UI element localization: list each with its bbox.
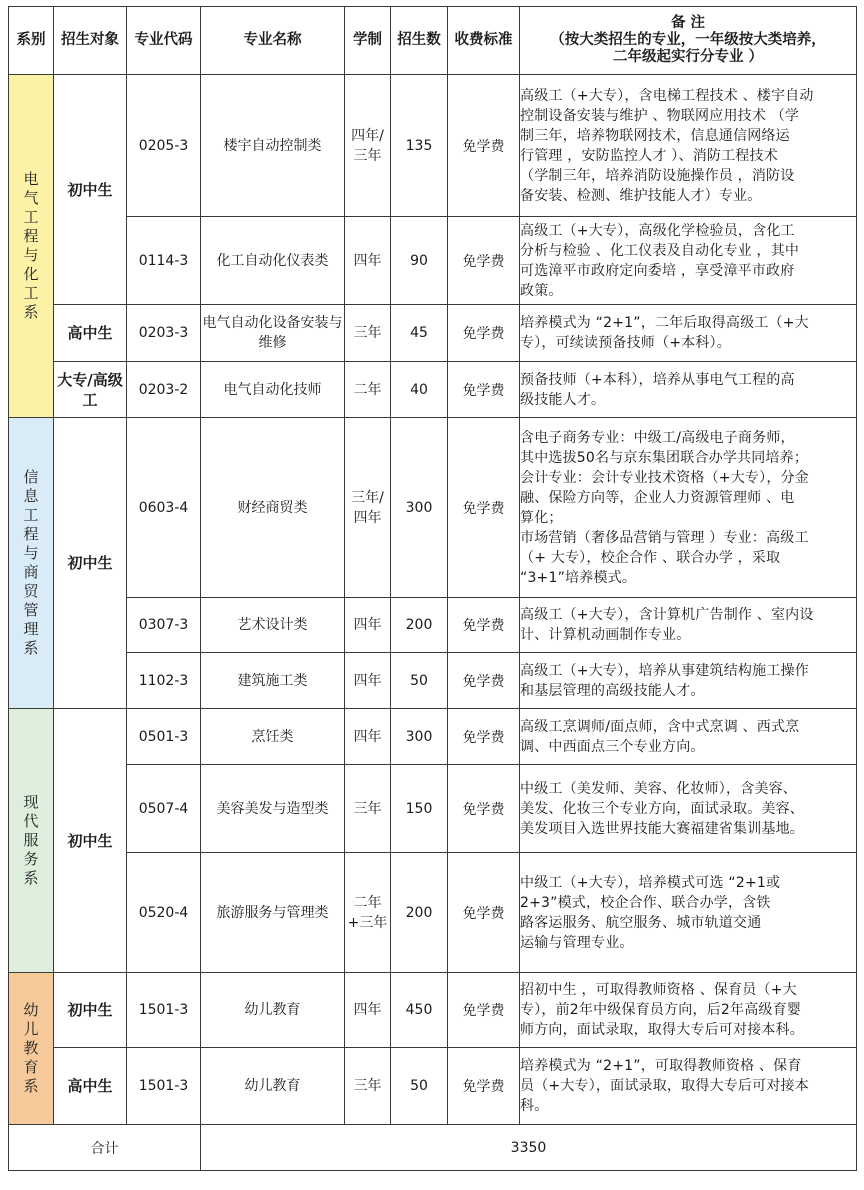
table-row [9,598,857,653]
code-cell: 0307-3 [127,598,201,653]
header-fee: 收费标准 [448,7,520,75]
note-line: 员（+大专），面试录取，取得大专后可对接本 [520,1078,809,1094]
note-line: 政策。 [520,282,563,299]
target-cell: 大专/高级工 [54,362,127,418]
note-line: 招初中生 ，可取得教师资格 、保育员（+大 [520,982,797,998]
code-cell: 0114-3 [127,217,201,305]
note-line: 调、中西面点三个专业方向。 [520,738,705,755]
name-cell: 化工自动化仪表类 [201,217,345,305]
fee-cell: 免学费 [448,853,520,973]
header-count: 招生数 [391,7,448,75]
note-line: 培养模式为 “2+1”，可取得教师资格 、保育 [520,1058,802,1074]
dept-early-education: 幼儿教育系 [9,973,54,1125]
note-line: 控制设备安装与维护 、物联网应用技术 （学 [520,107,800,124]
fee-cell: 免学费 [448,765,520,853]
table-row [9,973,857,1048]
count-cell: 40 [391,362,448,418]
duration-cell: 四年 [345,653,391,709]
count-cell: 135 [391,75,448,217]
dept-info-commerce: 信息工程与商贸管理系 [9,418,54,709]
note-line: 高级工（+大专），高级化学检验员，含化工 [520,222,795,239]
header-note [520,7,857,75]
note-line: （+ 大专），校企合作 、联合办学 ，采取 [520,549,781,566]
count-cell: 300 [391,709,448,765]
header-target: 招生对象 [54,7,127,75]
note-cell [520,973,857,1048]
duration-cell: 四年 [345,217,391,305]
note-line: 中级工（+大专），培养模式可选 “2+1或 [520,874,781,891]
name-cell: 旅游服务与管理类 [201,853,345,973]
note-line: 专），可续读预备技师（+本科）。 [520,335,731,351]
duration-cell: 三年 [345,765,391,853]
duration-cell: 三年 [345,305,391,362]
table-row [9,853,857,973]
note-cell [520,653,857,709]
table-row [9,709,857,765]
name-cell: 美容美发与造型类 [201,765,345,853]
header-duration: 学制 [345,7,391,75]
note-cell [520,765,857,853]
note-line: 高级工（+大专），培养从事建筑结构施工操作 [520,662,809,679]
target-cell: 高中生 [54,1048,127,1125]
note-cell [520,853,857,973]
note-line: 中级工（美发师、美容、化妆师），含美容、 [520,780,797,797]
count-cell: 45 [391,305,448,362]
fee-cell: 免学费 [448,75,520,217]
note-line: 路客运服务、航空服务、城市轨道交通 [520,914,762,931]
name-cell: 幼儿教育 [201,1048,345,1125]
table-row [9,418,857,598]
note-line: 科。 [520,1098,549,1114]
header-note-sub1: （按大类招生的专业，一年级按大类培养， [550,32,826,48]
fee-cell: 免学费 [448,418,520,598]
name-cell: 幼儿教育 [201,973,345,1048]
duration-cell: 四年 [345,598,391,653]
count-cell: 50 [391,1048,448,1125]
count-cell: 150 [391,765,448,853]
code-cell: 0507-4 [127,765,201,853]
note-line: 行管理 ，安防监控人才 ）、消防工程技术 [520,147,778,164]
header-note-sub2: 二年级起实行分专业 ） [612,49,764,65]
fee-cell: 免学费 [448,217,520,305]
name-cell: 楼宇自动控制类 [201,75,345,217]
total-row [9,1125,857,1171]
fee-cell: 免学费 [448,1048,520,1125]
duration-cell: 四年 [345,709,391,765]
note-line: 师方向，面试录取，取得大专后可对接本科。 [520,1022,804,1038]
header-name: 专业名称 [201,7,345,75]
table-row [9,75,857,217]
name-cell: 电气自动化设备安装与维修 [201,305,345,362]
count-cell: 90 [391,217,448,305]
note-line: 高级工烹调师/面点师，含中式烹调 、西式烹 [520,718,800,735]
note-cell [520,362,857,418]
note-line: 运输与管理专业。 [520,934,634,951]
total-label: 合计 [9,1125,201,1171]
code-cell: 0603-4 [127,418,201,598]
duration-cell: 二年+三年 [345,853,391,973]
note-line: 会计专业：会计专业技术资格（+大专），分金 [520,469,809,486]
enrollment-table [8,6,857,1171]
code-cell: 0205-3 [127,75,201,217]
target-cell: 初中生 [54,418,127,709]
fee-cell: 免学费 [448,973,520,1048]
count-cell: 50 [391,653,448,709]
note-line: 分析与检验 、化工仪表及自动化专业 ，其中 [520,242,800,259]
count-cell: 200 [391,853,448,973]
fee-cell: 免学费 [448,362,520,418]
duration-cell: 四年/三年 [345,75,391,217]
name-cell: 财经商贸类 [201,418,345,598]
code-cell: 0203-2 [127,362,201,418]
count-cell: 200 [391,598,448,653]
duration-cell: 四年 [345,973,391,1048]
header-code: 专业代码 [127,7,201,75]
name-cell: 艺术设计类 [201,598,345,653]
header-row [9,7,857,75]
table-row [9,362,857,418]
target-cell: 初中生 [54,75,127,305]
code-cell: 0501-3 [127,709,201,765]
code-cell: 0520-4 [127,853,201,973]
note-line: 美发、化妆三个专业方向，面试录取。美容、 [520,800,804,817]
code-cell: 1501-3 [127,973,201,1048]
note-line: 其中选拔50名与京东集团联合办学共同培养； [520,449,809,466]
note-line: 和基层管理的高级技能人才。 [520,682,705,699]
note-line: 高级工（+大专），含计算机广告制作 、室内设 [520,607,814,623]
note-line: 含电子商务专业：中级工/高级电子商务师， [520,429,795,446]
note-line: 高级工（+大专），含电梯工程技术 、楼宇自动 [520,87,814,104]
dept-electrical: 电气工程与化工系 [9,75,54,418]
note-line: 专），前2年中级保育员方向，后2年高级育婴 [520,1002,802,1018]
note-cell [520,1048,857,1125]
fee-cell: 免学费 [448,598,520,653]
duration-cell: 三年 [345,1048,391,1125]
note-line: 融、保险方向等，企业人力资源管理师 、电 [520,489,795,506]
note-cell [520,75,857,217]
note-line: 培养模式为 “2+1”，二年后取得高级工（+大 [520,315,809,331]
note-line: 备安装、检测、维护技能人才）专业。 [520,187,762,204]
dept-modern-service: 现代服务系 [9,709,54,973]
table-row [9,217,857,305]
table-row [9,305,857,362]
fee-cell: 免学费 [448,709,520,765]
note-line: 美发项目入选世界技能大赛福建省集训基地。 [520,820,804,837]
duration-cell: 三年/四年 [345,418,391,598]
note-line: 计、计算机动画制作专业。 [520,627,691,643]
target-cell: 初中生 [54,973,127,1048]
note-cell [520,709,857,765]
target-cell: 高中生 [54,305,127,362]
note-cell [520,418,857,598]
note-line: “3+1”培养模式。 [520,569,637,586]
name-cell: 建筑施工类 [201,653,345,709]
note-line: （学制三年，培养消防设施操作员 ，消防设 [520,167,795,184]
note-line: 制三年，培养物联网技术，信息通信网络运 [520,127,790,144]
fee-cell: 免学费 [448,653,520,709]
note-line: 市场营销（奢侈品营销与管理 ）专业：高级工 [520,529,809,546]
note-line: 预备技师（+本科），培养从事电气工程的高 [520,371,795,388]
target-cell: 初中生 [54,709,127,973]
note-cell [520,598,857,653]
table-row [9,653,857,709]
count-cell: 450 [391,973,448,1048]
header-dept: 系别 [9,7,54,75]
note-line: 可选漳平市政府定向委培 ，享受漳平市政府 [520,262,795,279]
note-line: 2+3”模式，校企合作、联合办学，含铁 [520,894,771,911]
duration-cell: 二年 [345,362,391,418]
code-cell: 0203-3 [127,305,201,362]
table-row [9,1048,857,1125]
code-cell: 1102-3 [127,653,201,709]
code-cell: 1501-3 [127,1048,201,1125]
note-cell [520,217,857,305]
name-cell: 烹饪类 [201,709,345,765]
note-line: 算化； [520,509,563,526]
note-line: 级技能人才。 [520,391,606,408]
fee-cell: 免学费 [448,305,520,362]
name-cell: 电气自动化技师 [201,362,345,418]
total-value: 3350 [201,1125,857,1171]
header-note-title: 备 注 [670,15,706,31]
count-cell: 300 [391,418,448,598]
note-cell [520,305,857,362]
table-row [9,765,857,853]
